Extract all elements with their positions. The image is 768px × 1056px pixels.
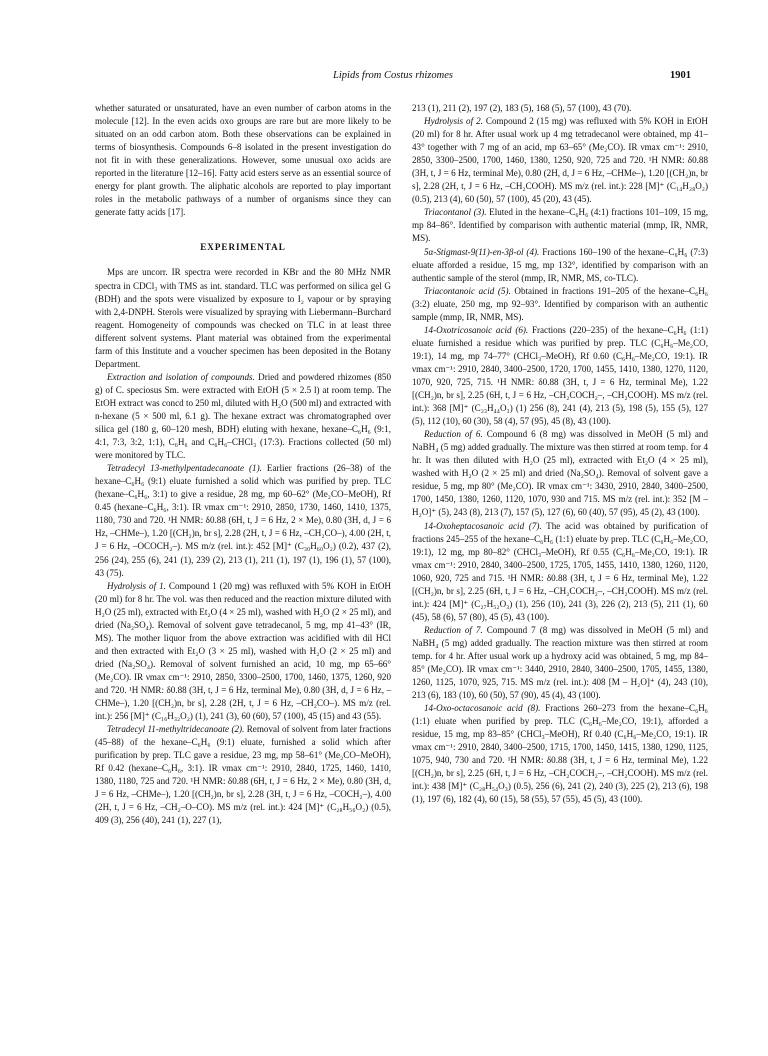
- oxotricosanoic-paragraph: [412, 324, 708, 428]
- section-heading-experimental: EXPERIMENTAL: [200, 242, 286, 253]
- oxoheptacosanoic-paragraph: [412, 520, 708, 624]
- reduction-6-paragraph: [412, 428, 708, 519]
- paragraph-body: Eluted in the hexane–C₆H₆ (4:1) fractions 101–109, 15 mg, mp 84–86°. Identified by comparison with authentic material (mmp, IR, NMR, MS).: [412, 207, 708, 244]
- paragraph-body: Compound 6 (8 mg) was dissolved in MeOH (5 ml) and NaBH₄ (5 mg) added gradually. The mixture was then stirred at room temp. for 4 hr. It was then diluted with H₂O (25 ml), extracted with Et₂O (4 × 25 ml), washed with H₂O (2 × 25 ml) and dried (Na₂SO₄). Removal of solvent gave a residue, 5 mg, mp 80° (Me₂CO). IR νmax cm⁻¹: 3430, 2910, 2840, 3400–2500, 1700, 1450, 1380, 1260, 1120, 1070, 930 and 715. MS m/z (rel. int.): 352 [M – H₂O]⁺ (5), 243 (8), 213 (7), 157 (5), 127 (6), 60 (40), 57 (95), 45 (2), 43 (100).: [412, 429, 709, 518]
- paragraph-lead: Hydrolysis of 1.: [107, 580, 166, 591]
- right-column: [412, 102, 708, 807]
- paragraph-body: Fractions 160–190 of the hexane–C₆H₆ (7:3) eluate afforded a residue, 15 mg, mp 132°, identified by comparison with an authentic sample of the sterol (mmp, IR, NMR, MS, co-TLC).: [412, 246, 708, 283]
- compound-2-paragraph: [95, 723, 391, 827]
- left-column: [95, 102, 391, 827]
- running-title: Lipids from Costus rhizomes: [333, 70, 453, 81]
- paragraph-body: Compound 2 (15 mg) was refluxed with 5% KOH in EtOH (20 ml) for 8 hr. After usual work up 4 mg tetradecanol were obtained, mp 41–43° together with 7 mg of an acid, mp 63–65° (Me₂CO). IR νmax cm⁻¹: 2910, 2850, 3300–2500, 1700, 1460, 1380, 1250, 920, 725 and 720. ¹H NMR: δ0.88 (3H, t, J = 6 Hz, terminal Me), 0.80 (2H, d, J = 6 Hz, –CHMe–), 1.20 [(CH₂)n, br s], 2.28 (2H, t, J = 6 Hz, –CH₂COOH). MS m/z (rel. int.): 228 [M]⁺ (C₁₄H₂₈O₂) (0.5), 213 (4), 60 (50), 57 (100), 45 (20), 43 (45).: [412, 116, 708, 205]
- paragraph-body: Obtained in fractions 191–205 of the hexane–C₆H₆ (3:2) eluate, 250 mg, mp 92–93°. Identified by comparison with an authentic sample (mmp, IR, NMR, MS).: [412, 285, 709, 322]
- compound-1-paragraph: [95, 462, 391, 579]
- hydrolysis-2-paragraph: [412, 115, 708, 206]
- paragraph-body: Compound 7 (8 mg) was dissolved in MeOH (5 ml) and NaBH₄ (5 mg) added gradually. The reaction mixture was then stirred at room temp. for 4 hr. After usual work up a hydroxy acid was obtained, 5 mg, mp 84–85° (Me₂CO). IR νmax cm⁻¹: 3440, 2910, 2840, 3400–2500, 1705, 1455, 1380, 1260, 1125, 1070, 925, 715. MS m/z (rel. int.): 408 [M – H₂O]⁺ (4), 243 (10), 213 (6), 183 (10), 60 (50), 57 (90), 45 (4), 43 (100).: [412, 624, 709, 701]
- paragraph-body: Dried and powdered rhizomes (850 g) of C. speciosus Sm. were extracted with EtOH (5 × 2.5 l) at room temp. The EtOH extract was concd to 250 ml, diluted with H₂O (500 ml) and extracted with n-hexane (5 × 500 ml, 6.1 g). The hexane extract was chromatographed over silica gel (180 g, 60–120 mesh, BDH) eluting with hexane, hexane–C₆H₆ (9:1, 4:1, 7:3, 3:2, 1:1), C₆H₆ and C₆H₆–CHCl₃ (17:3). Fractions collected (50 ml) were monitored by TLC.: [95, 371, 392, 461]
- paragraph-body: Earlier fractions (26–38) of the hexane–C₆H₆ (9:1) eluate furnished a solid which was purified by prep. TLC (hexane–C₆H₆, 3:1) to give a residue, 28 mg, mp 60–62° (Me₂CO–MeOH), Rf 0.45 (hexane–C₆H₆, 3:1). IR νmax cm⁻¹: 2910, 2850, 1730, 1460, 1410, 1375, 1180, 730 and 720. ¹H NMR: δ0.88 (6H, t, J = 6 Hz, 2 × Me), 0.80 (3H, d, J = 6 Hz, –CHMe–), 1.20 [(CH₂)n, br s], 2.28 (2H, t, J = 6 Hz, –CH₂CO–), 4.00 (2H, t, J = 6 Hz, –OCOCH₂–). MS m/z (rel. int.): 452 [M]⁺ (C₃₀H₆₀O₂) (0.2), 437 (2), 256 (24), 255 (6), 241 (1), 239 (2), 213 (1), 211 (1), 197 (1), 196 (1), 57 (100), 43 (75).: [95, 463, 391, 578]
- paragraph-lead: 14-Oxotricosanoic acid (6).: [424, 324, 529, 335]
- paragraph-lead: Tetradecyl 11-methyltridecanoate (2).: [107, 724, 245, 735]
- paragraph-body: The acid was obtained by purification of fractions 245–255 of the hexane–C₆H₆ (1:1) eluate by prep. TLC (C₆H₆–Me₂CO, 19:1), 12 mg, mp 80–82° (CHCl₃–MeOH), Rf 0.55 (C₆H₆–Me₂CO, 19:1). IR νmax cm⁻¹: 2910, 2840, 3400–2500, 1725, 1705, 1455, 1410, 1380, 1260, 1120, 1060, 920, 725 and 715. ¹H NMR: δ0.88 (3H, t, J = 6 Hz, terminal Me), 1.22 [(CH₂)n, br s], 2.25 (6H, t, J = 6 Hz, –CH₂COCH₂–, –CH₂COOH). MS m/z (rel. int.): 424 [M]⁺ (C₂₇H₅₂O₃) (1), 256 (10), 241 (3), 226 (2), 213 (5), 211 (1), 60 (45), 58 (6), 57 (80), 45 (5), 43 (100).: [412, 520, 708, 622]
- page-number: 1901: [670, 70, 691, 81]
- paragraph-body: Fractions (220–235) of the hexane–C₆H₆ (1:1) eluate furnished a residue which was purified by prep. TLC (C₆H₆–Me₂CO, 19:1), 14 mg, mp 74–77° (CHCl₃–MeOH), Rf 0.60 (C₆H₆–Me₂CO, 19:1). IR νmax cm⁻¹: 2910, 2840, 3400–2500, 1720, 1700, 1455, 1410, 1380, 1270, 1120, 1070, 920, 725, 715. ¹H NMR: δ0.88 (3H, t, J = 6 Hz, terminal Me), 1.22 [(CH₂)n, br s], 2.25 (6H, t, J = 6 Hz, –CH₂COCH₂–, –CH₂COOH). MS m/z (rel. int.): 368 [M]⁺ (C₂₃H₄₄O₃) (1) 256 (8), 241 (4), 213 (5), 198 (5), 155 (5), 127 (5), 112 (10), 60 (30), 58 (4), 57 (95), 45 (8), 43 (100).: [412, 324, 708, 427]
- paragraph-lead: Reduction of 7.: [424, 624, 483, 635]
- oxooctacosanoic-paragraph: [412, 702, 708, 806]
- triacontanol-paragraph: [412, 206, 708, 245]
- paragraph-body: Fractions 260–273 from the hexane–C₆H₆ (1:1) eluate when purified by prep. TLC (C₆H₆–Me₂CO, 19:1), afforded a residue, 15 mg, mp 83–85° (CHCl₃–MeOH), Rf 0.40 (C₆H₆–Me₂CO, 19:1). IR νmax cm⁻¹: 2910, 2840, 3400–2500, 1715, 1700, 1450, 1415, 1380, 1290, 1125, 1075, 940, 730 and 720. ¹H NMR: δ0.88 (3H, t, J = 6 Hz, terminal Me), 1.22 [(CH₂)n, br s], 2.25 (6H, t, J = 6 Hz, –CH₂COCH₂–, –CH₂COOH). MS m/z (rel. int.): 438 [M]⁺ (C₂₈H₅₄O₃) (0.5), 256 (6), 241 (2), 240 (3), 225 (2), 213 (6), 198 (1), 197 (6), 182 (4), 60 (15), 58 (55), 57 (55), 45 (5), 43 (100).: [412, 703, 708, 805]
- paragraph-lead: 5α-Stigmast-9(11)-en-3β-ol (4).: [424, 246, 540, 257]
- reduction-7-paragraph: [412, 624, 708, 702]
- paragraph-lead: Extraction and isolation of compounds.: [107, 371, 255, 382]
- general-methods-paragraph: Mps are uncorr. IR spectra were recorded in KBr and the 80 MHz NMR spectra in CDCl₃ with TMS as int. standard. TLC was performed on silica gel G (BDH) and the spots were visualized by exposure to I₂ vapour or by spraying with 2,4-DNPH. Sterols were visualized by spraying with Liebermann–Burchard reagent. Homogeneity of compounds was checked on TLC in at least three different solvent systems. Plant material was obtained from the experimental farm of this Institute and a voucher specimen has been deposited in the Botany Department.: [95, 267, 391, 369]
- paragraph-lead: Triacontanol (3).: [424, 207, 487, 218]
- paragraph-lead: Hydrolysis of 2.: [424, 116, 483, 127]
- hydrolysis-1-paragraph: [95, 580, 391, 724]
- discussion-paragraph: whether saturated or unsaturated, have an even number of carbon atoms in the molecule [12]. In the even acids oxo groups are rare but are more likely to be situated on an odd carbon atom. Both these observations can be explained in terms of biosynthesis. Compounds 6–8 isolated in the present investigation do not fit in with these generalizations. However, some unusual oxo acids are reported in the literature [12–16]. Fatty acid esters serve as an essential source of energy for plant growth. The aliphatic alcohols are reported to play important roles in the metabolic pathways of a number of organisms since they can generate fatty acids [17].: [95, 103, 391, 218]
- paragraph-lead: Triacontanoic acid (5).: [424, 285, 511, 296]
- continuation-paragraph: 213 (1), 211 (2), 197 (2), 183 (5), 168 (5), 57 (100), 43 (70).: [412, 103, 632, 113]
- extraction-paragraph: [95, 371, 391, 462]
- paragraph-lead: Reduction of 6.: [424, 429, 483, 440]
- stigmast-paragraph: [412, 246, 708, 285]
- paragraph-lead: 14-Oxoheptacosanoic acid (7).: [424, 520, 542, 531]
- paragraph-body: Removal of solvent from later fractions (45–88) of the hexane–C₆H₆ (9:1) eluate, furnished a solid which after purification by prep. TLC gave a residue, 23 mg, mp 58–61° (Me₂CO–MeOH), Rf 0.42 (hexane–C₆H₆, 3:1). IR νmax cm⁻¹: 2910, 2840, 1725, 1460, 1410, 1380, 1180, 725 and 720. ¹H NMR: δ0.88 (6H, t, J = 6 Hz, 2 × Me), 0.80 (3H, d, J = 6 Hz, –CHMe–), 1.20 [(CH₂)n, br s], 2.28 (3H, t, J = 6 Hz, –COCH₂–), 4.00 (2H, t, J = 6 Hz, –CH₂–O–CO). MS m/z (rel. int.): 424 [M]⁺ (C₂₈H₅₆O₂) (0.5), 409 (3), 256 (40), 241 (1), 227 (1),: [95, 724, 392, 826]
- paragraph-body: Compound 1 (20 mg) was refluxed with 5% KOH in EtOH (20 ml) for 8 hr. The vol. was then reduced and the reaction mixture diluted with H₂O (25 ml), extracted with Et₂O (4 × 25 ml), washed with H₂O (2 × 25 ml), and dried (Na₂SO₄). Removal of solvent gave tetradecanol, 5 mg, mp 41–43° (IR, MS). The mother liquor from the above extraction was acidified with dil HCl and then extracted with Et₂O (3 × 25 ml), washed with H₂O (2 × 25 ml) and dried (Na₂SO₄). Removal of solvent furnished an acid, 10 mg, mp 65–66° (Me₂CO). IR νmax cm⁻¹: 2910, 2850, 3300–2500, 1700, 1460, 1375, 1260, 920 and 720. ¹H NMR: δ0.88 (3H, t, J = 6 Hz, terminal Me), 0.80 (3H, d, J = 6 Hz, –CHMe–), 1.20 [(CH₂)n, br s], 2.28 (2H, t, J = 6 Hz, –CH₂CO–). MS m/z (rel. int.): 256 [M]⁺ (C₁₆H₃₂O₂) (1), 241 (3), 60 (60), 57 (100), 45 (15) and 43 (55).: [95, 580, 391, 722]
- paragraph-lead: 14-Oxo-octacosanoic acid (8).: [424, 703, 541, 714]
- triacontanoic-paragraph: [412, 285, 708, 324]
- paragraph-lead: Tetradecyl 13-methylpentadecanoate (1).: [107, 463, 262, 474]
- running-header: [95, 70, 691, 86]
